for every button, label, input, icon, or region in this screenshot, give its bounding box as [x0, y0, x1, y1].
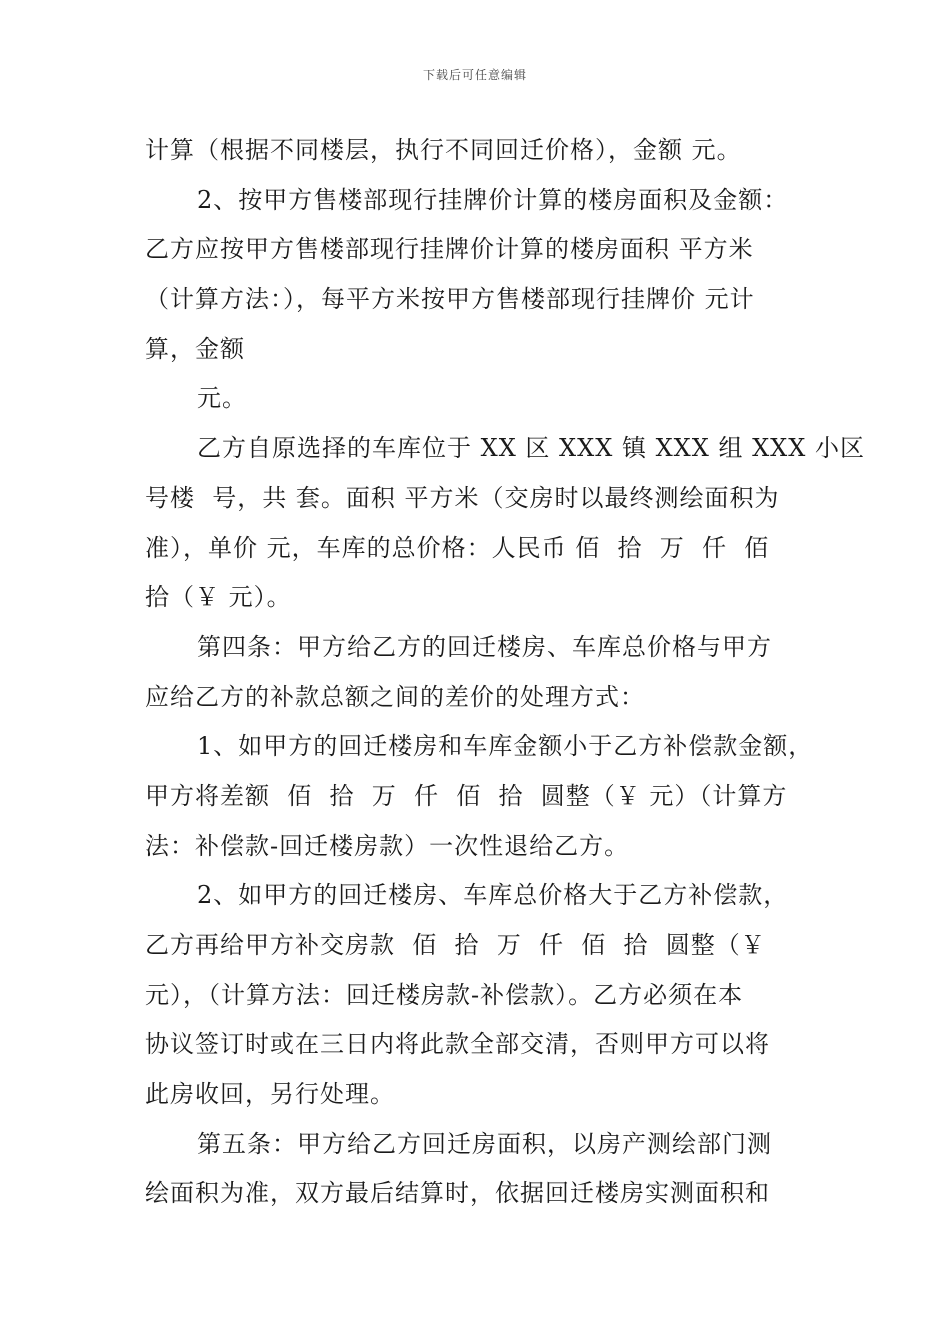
- text-line: 法：补偿款-回迁楼房款）一次性退给乙方。: [145, 831, 630, 860]
- text-line: 乙方应按甲方售楼部现行挂牌价计算的楼房面积 平方米: [145, 235, 754, 264]
- text-line: 准），单价 元，车库的总价格：人民币 佰 拾 万 仟 佰: [145, 533, 770, 562]
- text-line: 乙方再给甲方补交房款 佰 拾 万 仟 佰 拾 圆整（￥: [145, 931, 766, 959]
- text-line: 号楼 号，共 套。面积 平方米（交房时以最终测绘面积为: [145, 483, 780, 512]
- document-body: [145, 126, 865, 1219]
- text-line: 应给乙方的补款总额之间的差价的处理方式：: [145, 682, 645, 711]
- text-line: 算，金额: [145, 334, 245, 363]
- text-line: 拾（￥ 元）。: [145, 583, 292, 612]
- text-line: （计算方法：），每平方米按甲方售楼部现行挂牌价 元计: [145, 285, 755, 314]
- article-heading-line: 第五条：甲方给乙方回迁房面积，以房产测绘部门测: [197, 1129, 772, 1158]
- page-header: 下载后可任意编辑: [422, 68, 527, 82]
- article-heading-line: 第四条：甲方给乙方的回迁楼房、车库总价格与甲方: [197, 632, 772, 661]
- text-line: 元），（计算方法：回迁楼房款-补偿款）。乙方必须在本: [145, 980, 744, 1009]
- text-line: 协议签订时或在三日内将此款全部交清，否则甲方可以将: [145, 1030, 770, 1059]
- text-line: 元。: [197, 384, 247, 413]
- text-line: 乙方自原选择的车库位于 XX 区 XXX 镇 XXX 组 XXX 小区: [197, 434, 865, 463]
- text-line: 甲方将差额 佰 拾 万 仟 佰 拾 圆整（￥ 元）（计算方: [145, 781, 788, 810]
- text-line: 2、按甲方售楼部现行挂牌价计算的楼房面积及金额：: [197, 185, 789, 214]
- text-line: 2、如甲方的回迁楼房、车库总价格大于乙方补偿款，: [197, 881, 789, 910]
- text-line: 1、如甲方的回迁楼房和车库金额小于乙方补偿款金额，: [197, 732, 814, 761]
- text-line: 此房收回，另行处理。: [145, 1080, 395, 1109]
- text-line: 计算（根据不同楼层，执行不同回迁价格），金额 元。: [145, 136, 742, 164]
- text-line: 绘面积为准，双方最后结算时，依据回迁楼房实测面积和: [145, 1179, 770, 1208]
